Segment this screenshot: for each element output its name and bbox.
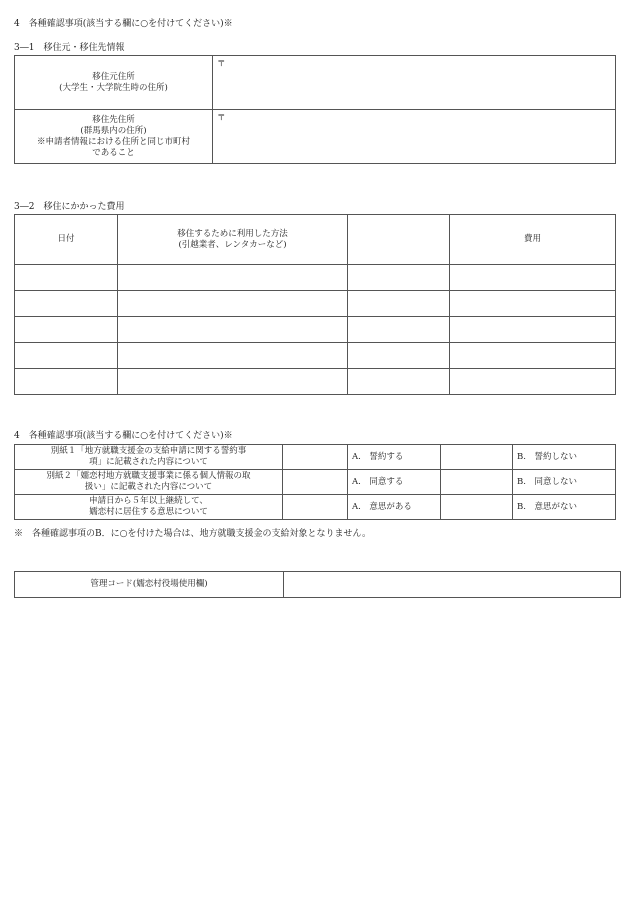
option-b-mark-cell[interactable] bbox=[441, 495, 513, 520]
moving-cost-header-row bbox=[15, 215, 616, 265]
cost-cell[interactable] bbox=[450, 291, 616, 317]
confirmation-item-line: 嬬恋村に居住する意思について bbox=[89, 507, 208, 517]
method-cell[interactable] bbox=[118, 317, 348, 343]
method-cell[interactable] bbox=[118, 343, 348, 369]
option-a-label: A. 同意する bbox=[348, 470, 441, 495]
postal-mark: 〒 bbox=[217, 113, 226, 123]
destination-address-label-note: ※申請者情報における住所と同じ市町村 bbox=[36, 136, 190, 147]
origin-address-label bbox=[15, 56, 213, 110]
confirmation-item bbox=[15, 470, 283, 495]
section-3-1-title: 3―1 移住元・移住先情報 bbox=[14, 43, 125, 53]
destination-address-row bbox=[15, 110, 616, 164]
cost-cell[interactable] bbox=[450, 317, 616, 343]
admin-code-row bbox=[15, 572, 621, 598]
destination-address-label-line: 移住先住所 bbox=[92, 114, 135, 125]
cost-cell[interactable] bbox=[450, 369, 616, 395]
option-b-label: B. 誓約しない bbox=[513, 445, 616, 470]
confirmation-item bbox=[15, 445, 283, 470]
table-row bbox=[15, 291, 616, 317]
blank-cell[interactable] bbox=[348, 343, 450, 369]
option-b-label: B. 意思がない bbox=[513, 495, 616, 520]
origin-address-label-note: (大学生・大学院生時の住所) bbox=[59, 82, 168, 93]
section-title-top: 4 各種確認事項(該当する欄に○を付けてください)※ bbox=[14, 19, 233, 29]
confirmation-row bbox=[15, 470, 616, 495]
table-row bbox=[15, 317, 616, 343]
method-cell[interactable] bbox=[118, 291, 348, 317]
confirmation-item-line: 別紙２「嬬恋村地方就職支援事業に係る個人情報の取 bbox=[46, 471, 251, 481]
date-cell[interactable] bbox=[15, 343, 118, 369]
confirmation-table bbox=[14, 444, 616, 520]
destination-address-label bbox=[15, 110, 213, 164]
confirmation-item bbox=[15, 495, 283, 520]
option-a-mark-cell[interactable] bbox=[283, 470, 348, 495]
cost-cell[interactable] bbox=[450, 343, 616, 369]
origin-address-field[interactable] bbox=[213, 56, 616, 110]
method-cell[interactable] bbox=[118, 265, 348, 291]
header-cost: 費用 bbox=[450, 215, 616, 265]
option-b-mark-cell[interactable] bbox=[441, 470, 513, 495]
origin-address-row bbox=[15, 56, 616, 110]
option-a-label: A. 誓約する bbox=[348, 445, 441, 470]
confirmation-item-line: 申請日から５年以上継続して、 bbox=[89, 496, 208, 506]
option-a-mark-cell[interactable] bbox=[283, 445, 348, 470]
origin-address-label-line: 移住元住所 bbox=[92, 71, 135, 82]
table-row bbox=[15, 369, 616, 395]
admin-code-field[interactable] bbox=[284, 572, 621, 598]
header-date: 日付 bbox=[15, 215, 118, 265]
destination-address-label-note: であること bbox=[92, 147, 135, 158]
cost-cell[interactable] bbox=[450, 265, 616, 291]
option-b-mark-cell[interactable] bbox=[441, 445, 513, 470]
destination-address-field[interactable] bbox=[213, 110, 616, 164]
blank-cell[interactable] bbox=[348, 369, 450, 395]
confirmation-item-line: 別紙１「地方就職支援金の支給申請に関する誓約事 bbox=[50, 446, 247, 456]
table-row bbox=[15, 265, 616, 291]
header-method-line: 移住するために利用した方法 bbox=[177, 228, 288, 239]
option-a-mark-cell[interactable] bbox=[283, 495, 348, 520]
section-4-title: 4 各種確認事項(該当する欄に○を付けてください)※ bbox=[14, 431, 233, 441]
blank-cell[interactable] bbox=[348, 317, 450, 343]
moving-cost-table bbox=[14, 214, 616, 395]
date-cell[interactable] bbox=[15, 317, 118, 343]
confirmation-item-line: 扱い」に記載された内容について bbox=[84, 482, 213, 492]
date-cell[interactable] bbox=[15, 291, 118, 317]
admin-code-table bbox=[14, 571, 621, 598]
confirmation-note: ※ 各種確認事項のB．に○を付けた場合は、地方就職支援金の支給対象となりません。 bbox=[14, 529, 372, 539]
confirmation-row bbox=[15, 495, 616, 520]
header-method bbox=[118, 215, 348, 265]
section-3-2-title: 3―2 移住にかかった費用 bbox=[14, 202, 125, 212]
confirmation-item-line: 項」に記載された内容について bbox=[89, 457, 208, 467]
address-table bbox=[14, 55, 616, 164]
option-b-label: B. 同意しない bbox=[513, 470, 616, 495]
blank-cell[interactable] bbox=[348, 291, 450, 317]
admin-code-label: 管理コード(嬬恋村役場使用欄) bbox=[15, 572, 284, 598]
confirmation-row bbox=[15, 445, 616, 470]
header-method-note: (引越業者、レンタカーなど) bbox=[178, 239, 287, 250]
postal-mark: 〒 bbox=[217, 59, 226, 69]
method-cell[interactable] bbox=[118, 369, 348, 395]
header-blank bbox=[348, 215, 450, 265]
option-a-label: A. 意思がある bbox=[348, 495, 441, 520]
blank-cell[interactable] bbox=[348, 265, 450, 291]
destination-address-label-note: (群馬県内の住所) bbox=[80, 125, 147, 136]
table-row bbox=[15, 343, 616, 369]
date-cell[interactable] bbox=[15, 265, 118, 291]
date-cell[interactable] bbox=[15, 369, 118, 395]
